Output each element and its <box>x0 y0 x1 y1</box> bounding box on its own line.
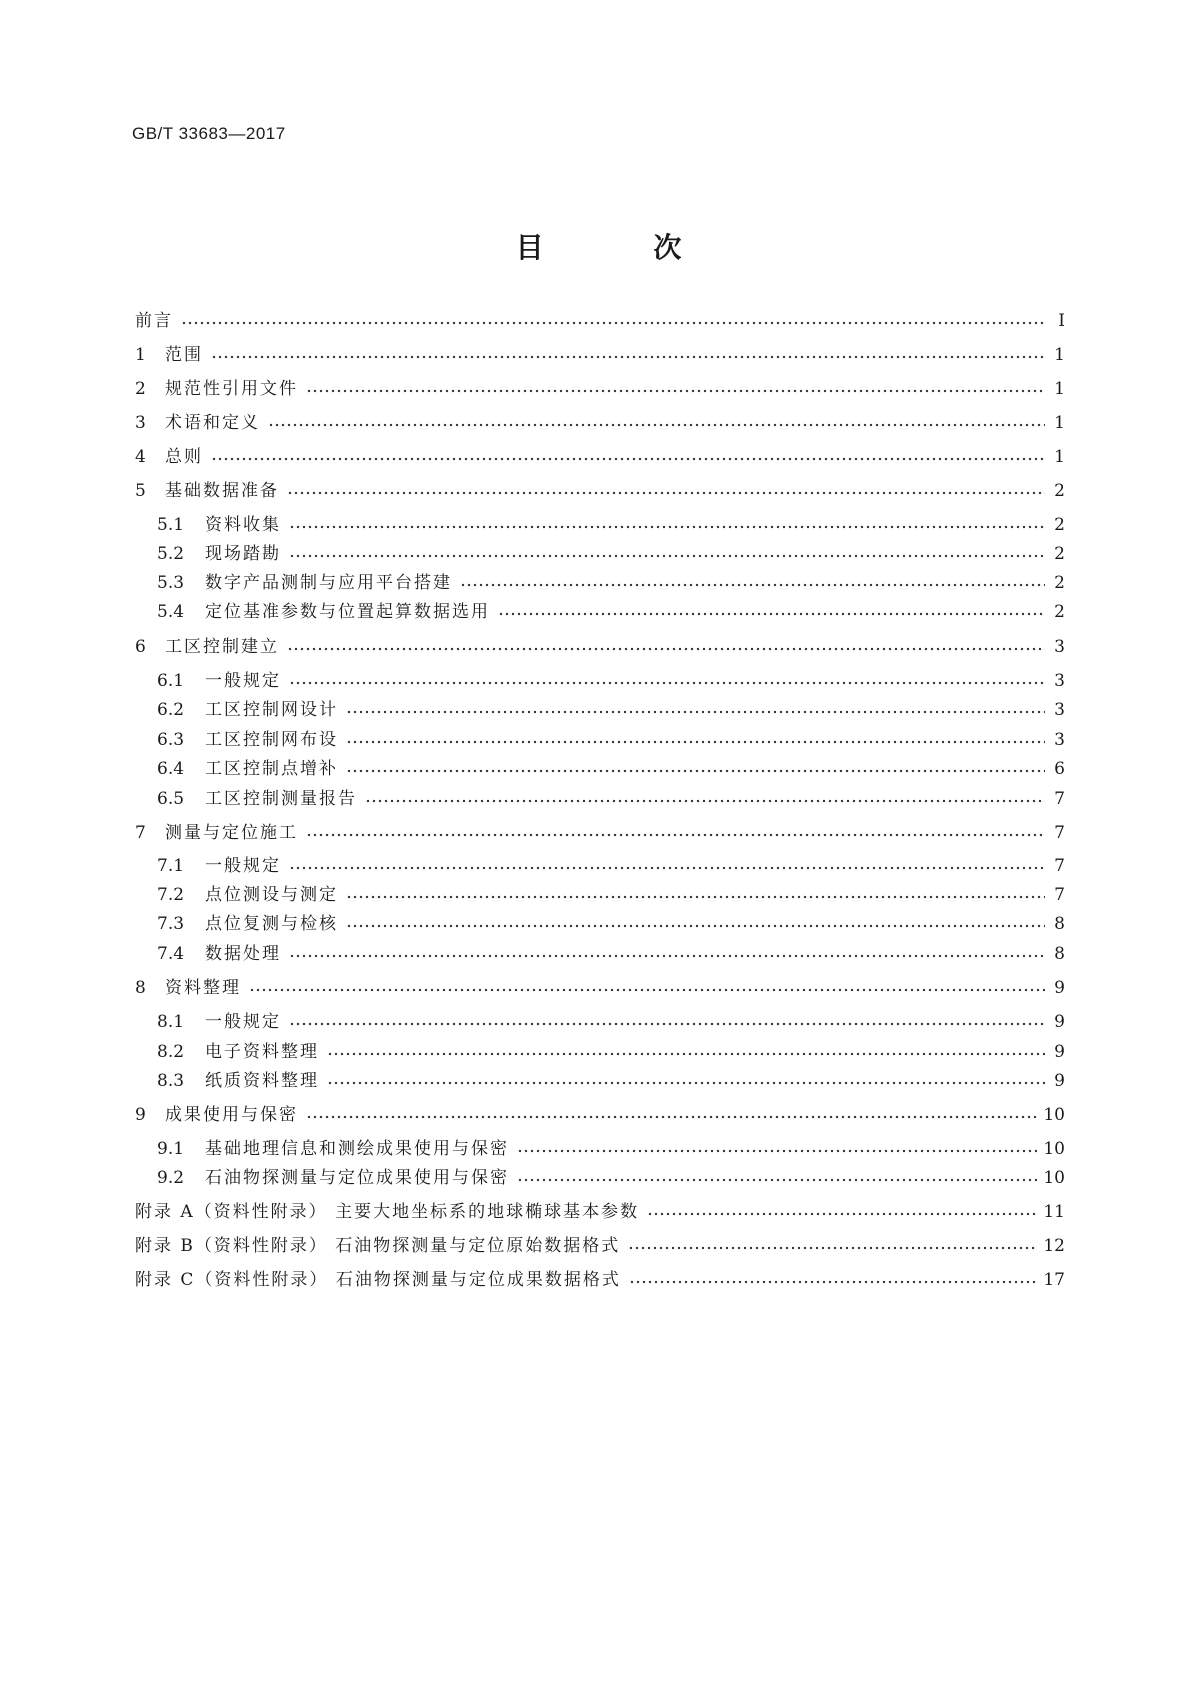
toc-entry-label: 一般规定 <box>205 1012 281 1032</box>
toc-page-number: 2 <box>1054 544 1065 564</box>
toc-dot-leader <box>306 1114 1037 1120</box>
toc-entry-label: 工区控制网布设 <box>205 730 338 750</box>
toc-entry-label: 总则 <box>165 447 203 467</box>
toc-entry-number: 7.1 <box>157 856 185 876</box>
toc-entry-number: 7 <box>135 823 146 843</box>
toc-subentry[interactable] <box>157 1134 1065 1160</box>
toc-page-number: 1 <box>1054 379 1065 399</box>
toc-page-number: 10 <box>1043 1168 1065 1188</box>
toc-dot-leader <box>289 680 1045 686</box>
toc-entry-number: 8.1 <box>157 1012 185 1032</box>
toc-entry-label: 术语和定义 <box>165 413 260 433</box>
toc-page-number: 10 <box>1043 1105 1065 1125</box>
toc-entry-label: 一般规定 <box>205 671 281 691</box>
toc-dot-leader <box>365 798 1045 804</box>
toc-dot-leader <box>629 1279 1038 1285</box>
toc-subentry[interactable] <box>157 666 1065 692</box>
toc-entry-number: 8 <box>135 978 146 998</box>
toc-subentry[interactable] <box>157 851 1065 877</box>
toc-entry-number: 2 <box>135 379 146 399</box>
toc-subentry[interactable] <box>157 784 1065 810</box>
toc-dot-leader <box>287 646 1045 652</box>
toc-page-number: 2 <box>1054 481 1065 501</box>
toc-entry-number: 5.2 <box>157 544 185 564</box>
toc-subentry[interactable] <box>157 1066 1065 1092</box>
toc-subentry[interactable] <box>157 754 1065 780</box>
toc-entry-label: 附录 A（资料性附录） 主要大地坐标系的地球椭球基本参数 <box>135 1202 640 1222</box>
toc-entry-number: 8.2 <box>157 1042 185 1062</box>
toc-page-number: 2 <box>1054 602 1065 622</box>
toc-dot-leader <box>628 1245 1037 1251</box>
toc-page-number: 1 <box>1054 447 1065 467</box>
toc-entry-number: 6.5 <box>157 789 185 809</box>
toc-dot-leader <box>346 768 1045 774</box>
toc-entry-number: 6.4 <box>157 759 185 779</box>
toc-dot-leader <box>289 1021 1045 1027</box>
toc-entry[interactable] <box>135 632 1065 658</box>
toc-entry-number: 1 <box>135 345 146 365</box>
toc-page-number: 10 <box>1043 1139 1065 1159</box>
document-code: GB/T 33683—2017 <box>132 124 286 143</box>
toc-entry-label: 一般规定 <box>205 856 281 876</box>
toc-entry-label: 石油物探测量与定位成果使用与保密 <box>205 1168 509 1188</box>
toc-subentry[interactable] <box>157 909 1065 935</box>
toc-page-number: Ⅰ <box>1058 311 1065 331</box>
toc-entry-number: 5.1 <box>157 515 185 535</box>
toc-page-number: 3 <box>1054 700 1065 720</box>
toc-entry-label: 点位复测与检核 <box>205 914 338 934</box>
toc-entry-label: 附录 C（资料性附录） 石油物探测量与定位成果数据格式 <box>135 1270 621 1290</box>
toc-dot-leader <box>346 739 1045 745</box>
toc-subentry[interactable] <box>157 1007 1065 1033</box>
toc-entry-label: 工区控制点增补 <box>205 759 338 779</box>
toc-entry-label: 点位测设与测定 <box>205 885 338 905</box>
toc-dot-leader <box>460 582 1045 588</box>
toc-entry-number: 9 <box>135 1105 146 1125</box>
toc-page-number: 9 <box>1054 1012 1065 1032</box>
toc-entry-label: 资料收集 <box>205 515 281 535</box>
toc-entry-number: 6.3 <box>157 730 185 750</box>
toc-entry-label: 工区控制网设计 <box>205 700 338 720</box>
toc-dot-leader <box>517 1148 1037 1154</box>
toc-page-number: 7 <box>1054 789 1065 809</box>
toc-dot-leader <box>289 865 1045 871</box>
toc-entry-label: 工区控制建立 <box>165 637 279 657</box>
toc-entry[interactable] <box>135 1100 1065 1126</box>
page-title: 目 次 <box>515 231 732 264</box>
toc-entry-number: 5.4 <box>157 602 185 622</box>
toc-entry-label: 数字产品测制与应用平台搭建 <box>205 573 452 593</box>
toc-subentry[interactable] <box>157 1163 1065 1189</box>
toc-dot-leader <box>211 354 1045 360</box>
toc-page-number: 17 <box>1043 1270 1065 1290</box>
toc-dot-leader <box>211 456 1045 462</box>
toc-page-number: 9 <box>1054 978 1065 998</box>
toc-entry-number: 9.1 <box>157 1139 185 1159</box>
toc-entry-label: 基础地理信息和测绘成果使用与保密 <box>205 1139 509 1159</box>
toc-entry[interactable] <box>135 1231 1065 1257</box>
toc-entry[interactable] <box>135 973 1065 999</box>
toc-dot-leader <box>306 388 1045 394</box>
toc-entry-label: 现场踏勘 <box>205 544 281 564</box>
toc-page-number: 8 <box>1054 914 1065 934</box>
toc-entry-label: 测量与定位施工 <box>165 823 298 843</box>
toc-page-number: 3 <box>1054 671 1065 691</box>
toc-dot-leader <box>289 953 1045 959</box>
toc-entry-number: 4 <box>135 447 146 467</box>
toc-subentry[interactable] <box>157 510 1065 536</box>
toc-dot-leader <box>289 553 1045 559</box>
toc-entry-label: 数据处理 <box>205 944 281 964</box>
toc-dot-leader <box>287 490 1045 496</box>
toc-entry[interactable] <box>135 306 1065 332</box>
toc-entry-label: 附录 B（资料性附录） 石油物探测量与定位原始数据格式 <box>135 1236 621 1256</box>
toc-entry-number: 7.4 <box>157 944 185 964</box>
toc-entry-label: 范围 <box>165 345 203 365</box>
toc-dot-leader <box>289 524 1045 530</box>
toc-subentry[interactable] <box>157 539 1065 565</box>
toc-page-number: 7 <box>1054 856 1065 876</box>
toc-dot-leader <box>346 923 1045 929</box>
toc-subentry[interactable] <box>157 1037 1065 1063</box>
toc-page-number: 6 <box>1054 759 1065 779</box>
toc-entry-number: 5 <box>135 481 146 501</box>
toc-dot-leader <box>346 894 1045 900</box>
toc-entry[interactable] <box>135 442 1065 468</box>
toc-entry-label: 资料整理 <box>165 978 241 998</box>
toc-list <box>135 0 1065 1684</box>
toc-subentry[interactable] <box>157 597 1065 623</box>
toc-page-number: 2 <box>1054 515 1065 535</box>
toc-page-number: 9 <box>1054 1071 1065 1091</box>
toc-page-number: 1 <box>1054 345 1065 365</box>
toc-entry-number: 6.1 <box>157 671 185 691</box>
toc-entry[interactable] <box>135 476 1065 502</box>
toc-dot-leader <box>517 1177 1037 1183</box>
toc-dot-leader <box>327 1051 1045 1057</box>
toc-entry-label: 纸质资料整理 <box>205 1071 319 1091</box>
toc-page-number: 9 <box>1054 1042 1065 1062</box>
toc-entry[interactable] <box>135 818 1065 844</box>
toc-subentry[interactable] <box>157 695 1065 721</box>
toc-page-number: 11 <box>1043 1202 1065 1222</box>
toc-entry-number: 7.2 <box>157 885 185 905</box>
toc-subentry[interactable] <box>157 568 1065 594</box>
toc-entry[interactable] <box>135 374 1065 400</box>
toc-subentry[interactable] <box>157 939 1065 965</box>
toc-dot-leader <box>181 320 1045 326</box>
toc-dot-leader <box>327 1080 1045 1086</box>
toc-entry-number: 8.3 <box>157 1071 185 1091</box>
toc-entry-number: 5.3 <box>157 573 185 593</box>
toc-entry-label: 电子资料整理 <box>205 1042 319 1062</box>
toc-page-number: 3 <box>1054 637 1065 657</box>
toc-dot-leader <box>498 611 1045 617</box>
toc-page-number: 7 <box>1054 823 1065 843</box>
toc-entry[interactable] <box>135 408 1065 434</box>
toc-dot-leader <box>249 987 1045 993</box>
toc-dot-leader <box>306 832 1045 838</box>
toc-entry-number: 6.2 <box>157 700 185 720</box>
toc-dot-leader <box>647 1211 1037 1217</box>
toc-entry-label: 规范性引用文件 <box>165 379 298 399</box>
toc-entry-number: 6 <box>135 637 146 657</box>
toc-page-number: 7 <box>1054 885 1065 905</box>
toc-entry-number: 9.2 <box>157 1168 185 1188</box>
toc-page-number: 1 <box>1054 413 1065 433</box>
toc-subentry[interactable] <box>157 725 1065 751</box>
toc-page-number: 2 <box>1054 573 1065 593</box>
toc-entry-label: 定位基准参数与位置起算数据选用 <box>205 602 490 622</box>
toc-subentry[interactable] <box>157 880 1065 906</box>
toc-entry-number: 7.3 <box>157 914 185 934</box>
toc-dot-leader <box>268 422 1045 428</box>
toc-entry[interactable] <box>135 1265 1065 1291</box>
toc-entry-label: 成果使用与保密 <box>165 1105 298 1125</box>
toc-entry-number: 3 <box>135 413 146 433</box>
toc-page-number: 8 <box>1054 944 1065 964</box>
toc-page-number: 3 <box>1054 730 1065 750</box>
toc-dot-leader <box>346 709 1045 715</box>
toc-entry-label: 工区控制测量报告 <box>205 789 357 809</box>
toc-entry-label: 基础数据准备 <box>165 481 279 501</box>
toc-entry[interactable] <box>135 1197 1065 1223</box>
toc-entry[interactable] <box>135 340 1065 366</box>
toc-entry-label: 前言 <box>135 311 173 331</box>
toc-page-number: 12 <box>1043 1236 1065 1256</box>
